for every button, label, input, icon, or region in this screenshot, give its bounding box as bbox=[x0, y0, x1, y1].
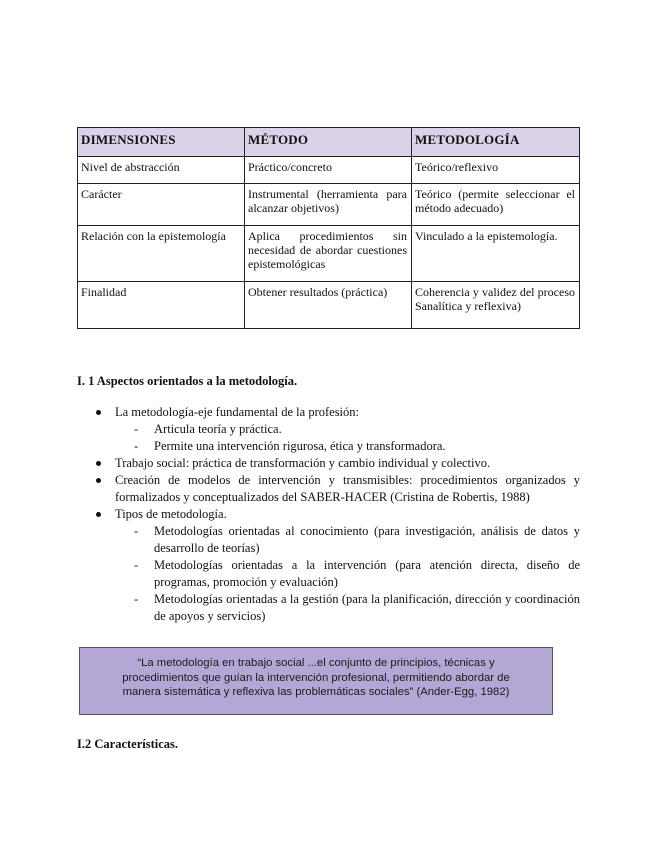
table-cell: Vinculado a la epistemología. bbox=[412, 226, 580, 282]
sub-bullet-item: Metodologías orientadas a la gestión (para la planificación, dirección y coordinación de apoyos y servicios) bbox=[154, 592, 580, 623]
dash-icon: - bbox=[134, 422, 139, 436]
sub-bullet-item: Permite una intervención rigurosa, ética y transformadora. bbox=[154, 439, 446, 453]
bullet-item: Creación de modelos de intervención y transmisibles: procedimientos organizados y formalizados y conceptualizados del SABER-HACER (Cristina de Robertis, 1988) bbox=[115, 473, 580, 504]
header-dimensiones: DIMENSIONES bbox=[78, 128, 245, 157]
section-heading-aspectos: I. 1 Aspectos orientados a la metodología. bbox=[77, 374, 298, 388]
table-cell: Aplica procedimientos sin necesidad de abordar cuestiones epistemológicas bbox=[245, 226, 412, 282]
table-cell: Teórico/reflexivo bbox=[412, 157, 580, 184]
bullet-icon bbox=[96, 512, 101, 517]
table-row bbox=[78, 282, 580, 329]
table-row bbox=[78, 226, 580, 282]
bullet-item: Tipos de metodología. bbox=[115, 507, 227, 521]
table-row bbox=[78, 157, 580, 184]
sub-bullet-item: Articula teoría y práctica. bbox=[154, 422, 282, 436]
header-metodo: MÉTODO bbox=[245, 128, 412, 157]
dash-icon: - bbox=[134, 439, 139, 453]
bullet-item: Trabajo social: práctica de transformación y cambio individual y colectivo. bbox=[115, 456, 491, 470]
quote-box bbox=[79, 647, 553, 715]
dash-icon: - bbox=[134, 558, 139, 572]
table-header-row bbox=[78, 128, 580, 157]
dash-icon: - bbox=[134, 592, 139, 606]
dash-icon: - bbox=[134, 524, 139, 538]
table-cell: Coherencia y validez del proceso Sanalítica y reflexiva) bbox=[412, 282, 580, 329]
bullet-item: La metodología-eje fundamental de la profesión: bbox=[115, 405, 360, 419]
table-cell: Teórico (permite seleccionar el método adecuado) bbox=[412, 184, 580, 226]
table-row bbox=[78, 184, 580, 226]
bullet-icon bbox=[96, 410, 101, 415]
sub-bullet-item: Metodologías orientadas al conocimiento (para investigación, análisis de datos y desarrollo de teorías) bbox=[154, 524, 580, 555]
table-cell: Relación con la epistemología bbox=[78, 226, 245, 282]
header-metodologia: METODOLOGÍA bbox=[412, 128, 580, 157]
table-cell: Obtener resultados (práctica) bbox=[245, 282, 412, 329]
table-cell: Práctico/concreto bbox=[245, 157, 412, 184]
section-heading-caracteristicas: I.2 Características. bbox=[77, 737, 179, 751]
bullet-icon bbox=[96, 478, 101, 483]
table-cell: Finalidad bbox=[78, 282, 245, 329]
table-cell: Carácter bbox=[78, 184, 245, 226]
quote-text: “La metodología en trabajo social ...el conjunto de principios, técnicas y procedimientos que guían la intervención profesional, permitiendo abordar de manera sistemática y reflexiva las problemáticas sociales” (Ander-Egg, 1982) bbox=[122, 657, 510, 698]
comparison-table bbox=[77, 127, 580, 329]
table-cell: Instrumental (herramienta para alcanzar objetivos) bbox=[245, 184, 412, 226]
bullet-icon bbox=[96, 461, 101, 466]
table-cell: Nivel de abstracción bbox=[78, 157, 245, 184]
sub-bullet-item: Metodologías orientadas a la intervención (para atención directa, diseño de programas, promoción y evaluación) bbox=[154, 558, 580, 589]
